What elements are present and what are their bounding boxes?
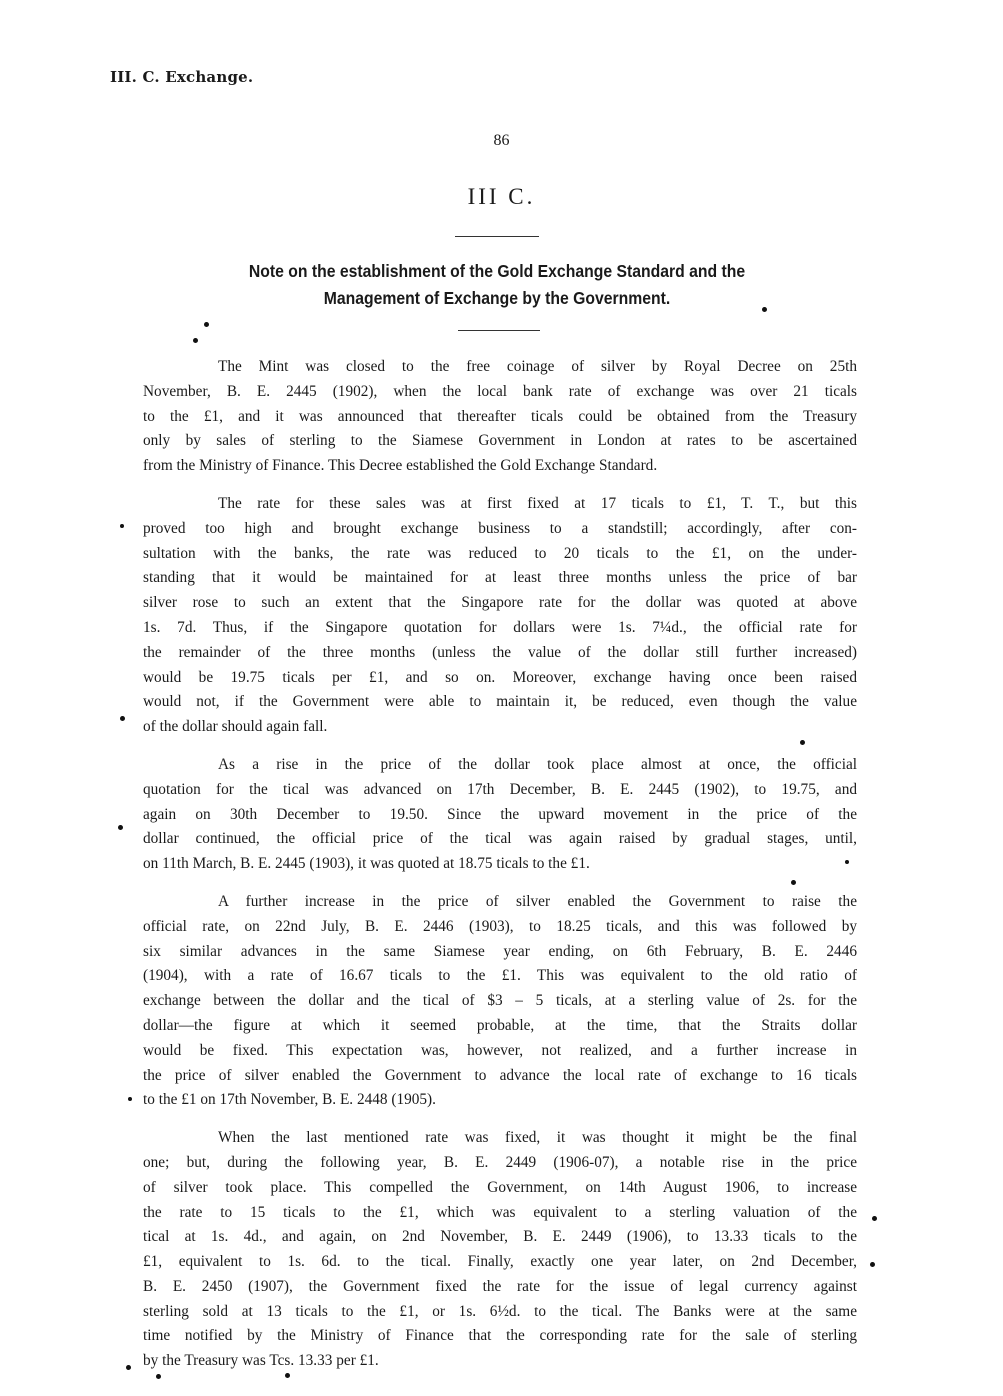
text-line: silver rose to such an extent that the Singapore rate for the dollar was quoted at above [143,594,857,612]
text-line: by the Treasury was Tcs. 13.33 per £1. [143,1352,379,1370]
text-line: The rate for these sales was at first fixed at 17 ticals to £1, T. T., but this [218,494,857,512]
text-line: to the £1, and it was announced that thereafter ticals could be obtained from the Treasury [143,407,857,425]
text-line: exchange between the dollar and the tical of $3 – 5 ticals, at a sterling value of 2s. for the [143,992,857,1010]
text-line: the price of silver enabled the Government to advance the local rate of exchange to 16 ticals [143,1066,857,1084]
paragraph [143,890,857,1113]
scan-speck [118,825,123,830]
title-line-2: Management of Exchange by the Government. [323,288,671,308]
text-line: As a rise in the price of the dollar took place almost at once, the official [218,755,857,773]
text-line: standing that it would be maintained for at least three months unless the price of bar [143,569,857,587]
section-rule-top [455,236,539,237]
text-line: would be fixed. This expectation was, however, not realized, and a further increase in [143,1041,857,1059]
text-line: When the last mentioned rate was fixed, it was thought it might be the final [218,1129,857,1147]
scan-speck [762,307,767,312]
text-line: six similar advances in the same Siamese year ending, on 6th February, B. E. 2446 [143,942,857,960]
text-line: dollar continued, the official price of the tical was again raised by gradual stages, until, [143,830,857,848]
paragraph [143,355,857,479]
text-line: one; but, during the following year, B. E. 2449 (1906-07), a notable rise in the price [143,1153,857,1171]
text-line: to the £1 on 17th November, B. E. 2448 (1905). [143,1091,436,1109]
page-number: 86 [493,132,510,149]
text-line: the rate to 15 ticals to the £1, which was equivalent to a sterling valuation of the [143,1203,857,1221]
text-line: sultation with the banks, the rate was reduced to 20 ticals to the £1, on the under- [143,544,857,562]
text-line: from the Ministry of Finance. This Decree established the Gold Exchange Standard. [143,457,658,475]
scan-speck [872,1216,877,1221]
text-line: official rate, on 22nd July, B. E. 2446 (1903), to 18.25 ticals, and this was followed by [143,917,857,935]
text-line: tical at 1s. 4d., and again, on 2nd November, B. E. 2449 (1906), to 13.33 ticals to the [143,1228,857,1246]
title-line-1: Note on the establishment of the Gold Exchange Standard and the [248,261,746,281]
text-line: on 11th March, B. E. 2445 (1903), it was quoted at 18.75 ticals to the £1. [143,855,590,873]
text-line: of the dollar should again fall. [143,718,328,736]
scan-speck [128,1097,132,1101]
text-line: sterling sold at 13 ticals to the £1, or 1s. 6½d. to the tical. The Banks were at the same [143,1302,857,1320]
body-text [143,355,857,1387]
scan-speck [126,1365,131,1370]
text-line: proved too high and brought exchange business to a standstill; accordingly, after con- [143,519,857,537]
scan-speck [870,1262,875,1267]
text-line: B. E. 2450 (1907), the Government fixed the rate for the issue of legal currency against [143,1277,857,1295]
scan-speck [156,1374,161,1379]
scan-speck [120,716,125,721]
scan-speck [120,524,124,528]
text-line: only by sales of sterling to the Siamese Government in London at rates to be ascertained [143,432,857,450]
text-line: dollar—the figure at which it seemed probable, at the time, that the Straits dollar [143,1016,857,1034]
text-line: (1904), with a rate of 16.67 ticals to the £1. This was equivalent to the old ratio of [143,967,857,985]
text-line: £1, equivalent to 1s. 6d. to the tical. Finally, exactly one year later, on 2nd December, [143,1253,857,1271]
text-line: again on 30th December to 19.50. Since the upward movement in the price of the [143,805,857,823]
scan-speck [791,880,796,885]
text-line: The Mint was closed to the free coinage of silver by Royal Decree on 25th [218,358,857,375]
text-line: November, B. E. 2445 (1902), when the local bank rate of exchange was over 21 ticals [143,382,857,400]
page-title [176,258,819,312]
text-line: would not, if the Government were able to maintain it, be reduced, even though the value [143,693,857,711]
text-line: time notified by the Ministry of Finance that the corresponding rate for the sale of sterling [143,1327,857,1345]
scan-speck [800,740,805,745]
text-line: 1s. 7d. Thus, if the Singapore quotation for dollars were 1s. 7¼d., the official rate for [143,618,857,636]
title-rule-bottom [458,330,540,331]
text-line: would be 19.75 ticals per £1, and so on. Moreover, exchange having once been raised [143,668,857,686]
scan-speck [845,860,849,864]
text-line: of silver took place. This compelled the Government, on 14th August 1906, to increase [143,1178,857,1196]
text-line: A further increase in the price of silver enabled the Government to raise the [218,892,857,910]
text-line: the remainder of the three months (unless the value of the dollar still further increased) [143,643,857,661]
paragraph [143,753,857,877]
scan-speck [204,322,209,327]
running-header: III. C. Exchange. [110,68,254,86]
section-number: III C. [467,184,536,209]
paragraph [143,492,857,740]
scan-speck [285,1373,290,1378]
scan-speck [193,338,198,343]
text-line: quotation for the tical was advanced on 17th December, B. E. 2445 (1902), to 19.75, and [143,780,857,798]
paragraph [143,1126,857,1374]
